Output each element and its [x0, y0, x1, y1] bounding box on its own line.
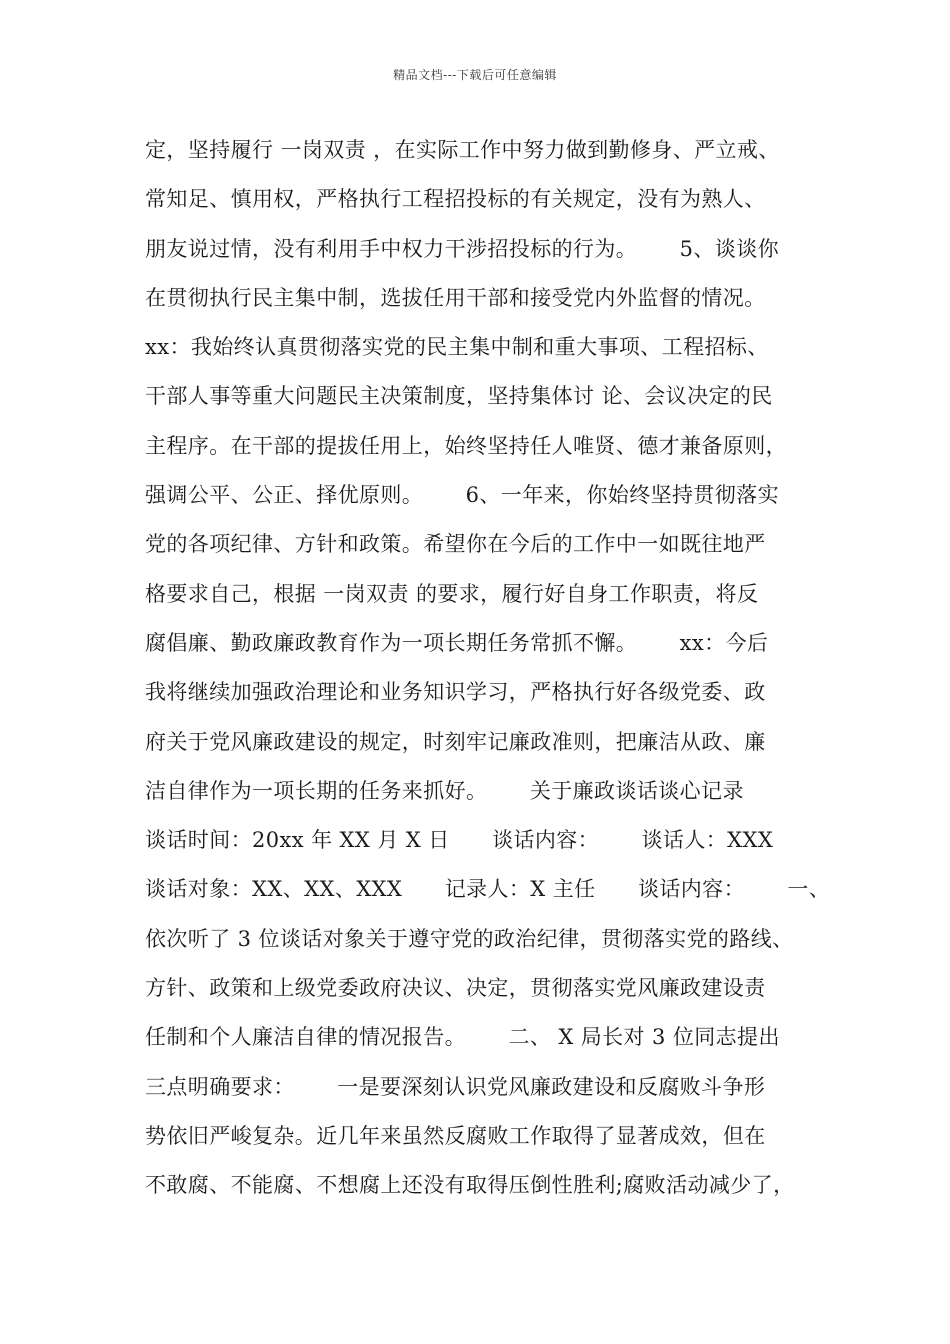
text-line: 定，坚持履行 一岗双责 ，在实际工作中努力做到勤修身、严立戒、	[145, 138, 780, 162]
text-line: 主程序。在干部的提拔任用上，始终坚持任人唯贤、德才兼备原则，	[145, 433, 787, 458]
text-line: 谈话对象：XX、XX、XXX 记录人：X 主任 谈话内容： 一、	[145, 877, 831, 902]
document-body	[145, 126, 845, 1211]
text-line: 依次听了 3 位谈话对象关于遵守党的政治纪律，贯彻落实党的路线、	[145, 926, 794, 951]
text-line: 洁自律作为一项长期的任务来抓好。 关于廉政谈话谈心记录	[145, 778, 744, 803]
text-line: 府关于党风廉政建设的规定，时刻牢记廉政准则，把廉洁从政、廉	[145, 729, 766, 754]
text-line: 势依旧严峻复杂。近几年来虽然反腐败工作取得了显著成效，但在	[145, 1123, 766, 1148]
text-line: 在贯彻执行民主集中制，选拔任用干部和接受党内外监督的情况。	[145, 285, 766, 310]
text-line: 不敢腐、不能腐、不想腐上还没有取得压倒性胜利;腐败活动减少了，	[145, 1173, 795, 1198]
text-line: xx：我始终认真贯彻落实党的民主集中制和重大事项、工程招标、	[145, 335, 769, 360]
text-line: 我将继续加强政治理论和业务知识学习，严格执行好各级党委、政	[145, 680, 766, 705]
text-line: 党的各项纪律、方针和政策。希望你在今后的工作中一如既往地严	[145, 532, 766, 557]
text-line: 任制和个人廉洁自律的情况报告。 二、 X 局长对 3 位同志提出	[145, 1025, 780, 1050]
text-line: 三点明确要求： 一是要深刻认识党风廉政建设和反腐败斗争形	[145, 1074, 766, 1099]
text-line: 腐倡廉、勤政廉政教育作为一项长期任务常抓不懈。 xx：今后	[145, 630, 769, 655]
text-line: 方针、政策和上级党委政府决议、决定，贯彻落实党风廉政建设责	[145, 976, 766, 1001]
text-line: 干部人事等重大问题民主决策制度，坚持集体讨 论、会议决定的民	[145, 384, 773, 409]
text-line: 谈话时间：20xx 年 XX 月 X 日 谈话内容： 谈话人：XXX	[145, 828, 774, 853]
text-line: 常知足、慎用权，严格执行工程招投标的有关规定，没有为熟人、	[145, 187, 766, 212]
text-line: 朋友说过情，没有利用手中权力干涉招投标的行为。 5、谈谈你	[145, 236, 780, 261]
text-line: 强调公平、公正、择优原则。 6、一年来，你始终坚持贯彻落实	[145, 483, 780, 508]
text-line: 格要求自己，根据 一岗双责 的要求，履行好自身工作职责，将反	[145, 581, 759, 606]
page-header: 精品文档---下载后可任意编辑	[393, 68, 557, 82]
